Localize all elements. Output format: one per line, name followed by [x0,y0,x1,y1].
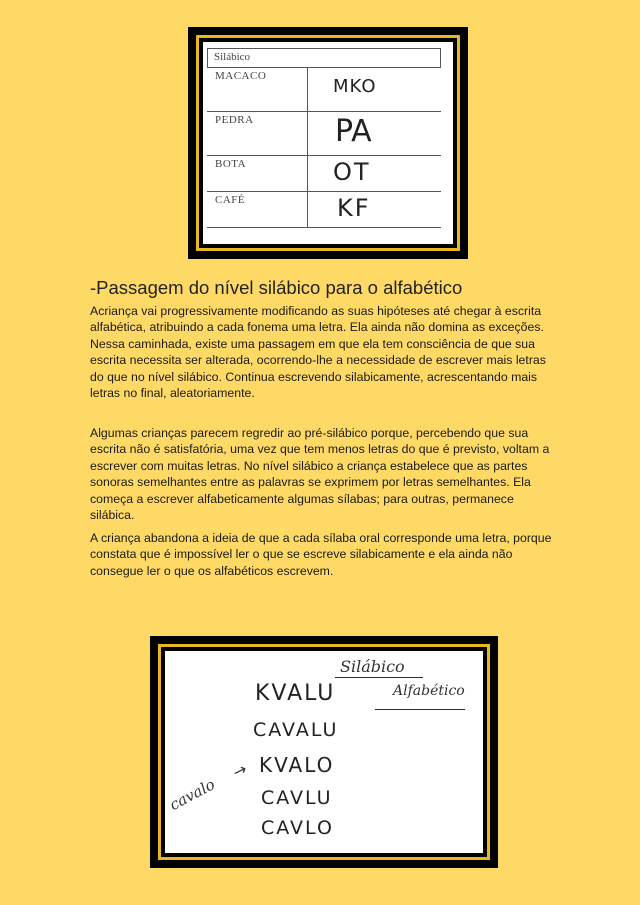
row-handwriting: OT [333,158,371,186]
board-word: CAVALU [253,719,339,741]
label-silabico: Silábico [340,657,405,676]
writing-table [207,48,441,228]
row-word: BOTA [215,158,247,170]
row-word: MACACO [215,70,267,82]
row-handwriting: KF [337,194,371,222]
table-row [207,156,441,192]
whiteboard-image [150,636,498,868]
paragraph: A criança abandona a ideia de que a cada sílaba oral corresponde uma letra, porque constata que é impossível ler o que se escreve silabicamente e ela ainda não consegue ler o que os alfabéticos escrevem. [90,531,552,578]
silabico-table-image [188,27,468,259]
image-content [203,42,453,244]
table-row [207,68,441,112]
section-heading: -Passagem do nível silábico para o alfabético [90,277,463,298]
row-word: PEDRA [215,114,254,126]
board-word: KVALO [259,753,335,777]
board-word: KVALU [255,681,336,706]
table-row [207,192,441,228]
row-handwriting: PA [335,114,372,149]
label-alfabetico: Alfabético [393,683,465,699]
board-word: CAVLO [261,817,334,839]
board-word: CAVLU [261,787,333,809]
table-row [207,112,441,156]
paragraph: Algumas crianças parecem regredir ao pré-silábico porque, percebendo que sua escrita não é satisfatória, uma vez que tem menos letras do que é previsto, voltam a escrever com muitas letras. No nível silábico a criança estabelece que as partes sonoras semelhantes entre as palavras se exprimem por letras semelhantes. Ela começa a escrever alfabeticamente algumas sílabas; para outras, permanece silábica. [90,426,550,523]
paragraph: Acriança vai progressivamente modificando as suas hipóteses até chegar à escrita alfabética, atribuindo a cada fonema uma letra. Ela ainda não domina as exceções. Nessa caminhada, existe uma passagem em que ela tem consciência de que sua escrita necessita ser alterada, ocorrendo-lhe a necessidade de escrever mais letras do que no nível silábico. Continua escrevendo silabicamente, acrescentando mais letras no final, aleatoriamente. [90,304,546,401]
arrow-icon: → [229,759,250,782]
row-word: CAFÉ [215,194,246,206]
table-header: Silábico [207,48,441,68]
row-handwriting: MKO [333,76,377,97]
image-content [165,651,483,853]
side-word: cavalo [166,775,218,814]
